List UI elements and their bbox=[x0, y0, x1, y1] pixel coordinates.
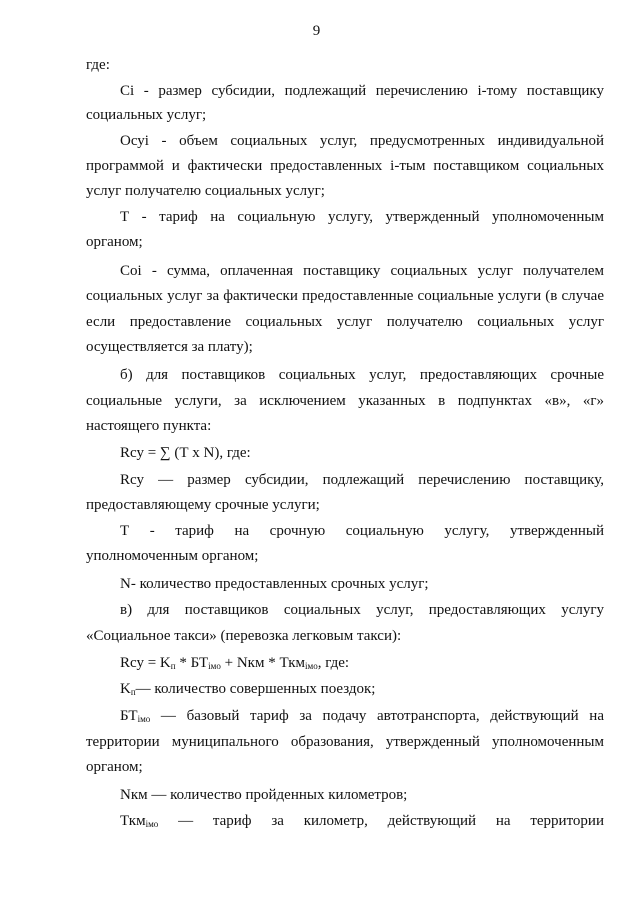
formula-line: Rсу = ∑ (Т х N), где: bbox=[120, 445, 251, 461]
text-line: Сi - размер субсидии, подлежащий перечислению i-тому поставщику bbox=[120, 83, 604, 99]
text-line: Т - тариф на социальную услугу, утвержденный уполномоченным bbox=[120, 209, 604, 225]
text-line: если предоставление социальных услуг получателю социальных услуг bbox=[86, 314, 604, 330]
text-line: Nкм — количество пройденных километров; bbox=[120, 787, 408, 803]
text-line: осуществляется за плату); bbox=[86, 339, 253, 355]
text-line: территории муниципального образования, утвержденный уполномоченным bbox=[86, 734, 604, 750]
text-line: «Социальное такси» (перевозка легковым такси): bbox=[86, 628, 402, 644]
text-line: социальные услуги, за исключением указанных в подпунктах «в», «г» bbox=[86, 393, 604, 409]
text-line: уполномоченным органом; bbox=[86, 548, 259, 564]
text-line: социальных услуг за фактически предоставленные социальные услуги (в случае bbox=[86, 288, 604, 304]
text-line: в) для поставщиков социальных услуг, предоставляющих услугу bbox=[120, 602, 604, 618]
page-number: 9 bbox=[312, 23, 321, 39]
text-line: где: bbox=[86, 57, 110, 73]
text-line: Rсу — размер субсидии, подлежащий перечислению поставщику, bbox=[120, 472, 604, 488]
text-line: программой и фактически предоставленных i-тым поставщиком социальных bbox=[86, 158, 604, 174]
formula-line: Rсу = $K_п * БТ_{iмо}$ + Nкм * Ткм$_{iмо}$, где: bbox=[120, 655, 350, 671]
text-line: Т - тариф на срочную социальную услугу, утвержденный bbox=[120, 523, 604, 539]
text-line: предоставляющему срочные услуги; bbox=[86, 497, 320, 513]
text-line: услуг получателю социальных услуг; bbox=[86, 183, 325, 199]
text-line: Соi - сумма, оплаченная поставщику социальных услуг получателем bbox=[120, 263, 604, 279]
text-line: б) для поставщиков социальных услуг, предоставляющих срочные bbox=[120, 367, 604, 383]
text-line: Ткм$_{iмо}$ — тариф за километр, действующий на территории bbox=[120, 813, 604, 829]
text-line: органом; bbox=[86, 234, 143, 250]
text-line: органом; bbox=[86, 759, 143, 775]
text-line: настоящего пункта: bbox=[86, 418, 212, 434]
text-line: $K_п—$ количество совершенных поездок; bbox=[120, 681, 376, 697]
text-line: N- количество предоставленных срочных услуг; bbox=[120, 576, 429, 592]
text-line: $БТ_{iмо}$ — базовый тариф за подачу автотранспорта, действующий на bbox=[120, 708, 604, 724]
text-line: социальных услуг; bbox=[86, 107, 207, 123]
text-line: Осуi - объем социальных услуг, предусмотренных индивидуальной bbox=[120, 133, 604, 149]
